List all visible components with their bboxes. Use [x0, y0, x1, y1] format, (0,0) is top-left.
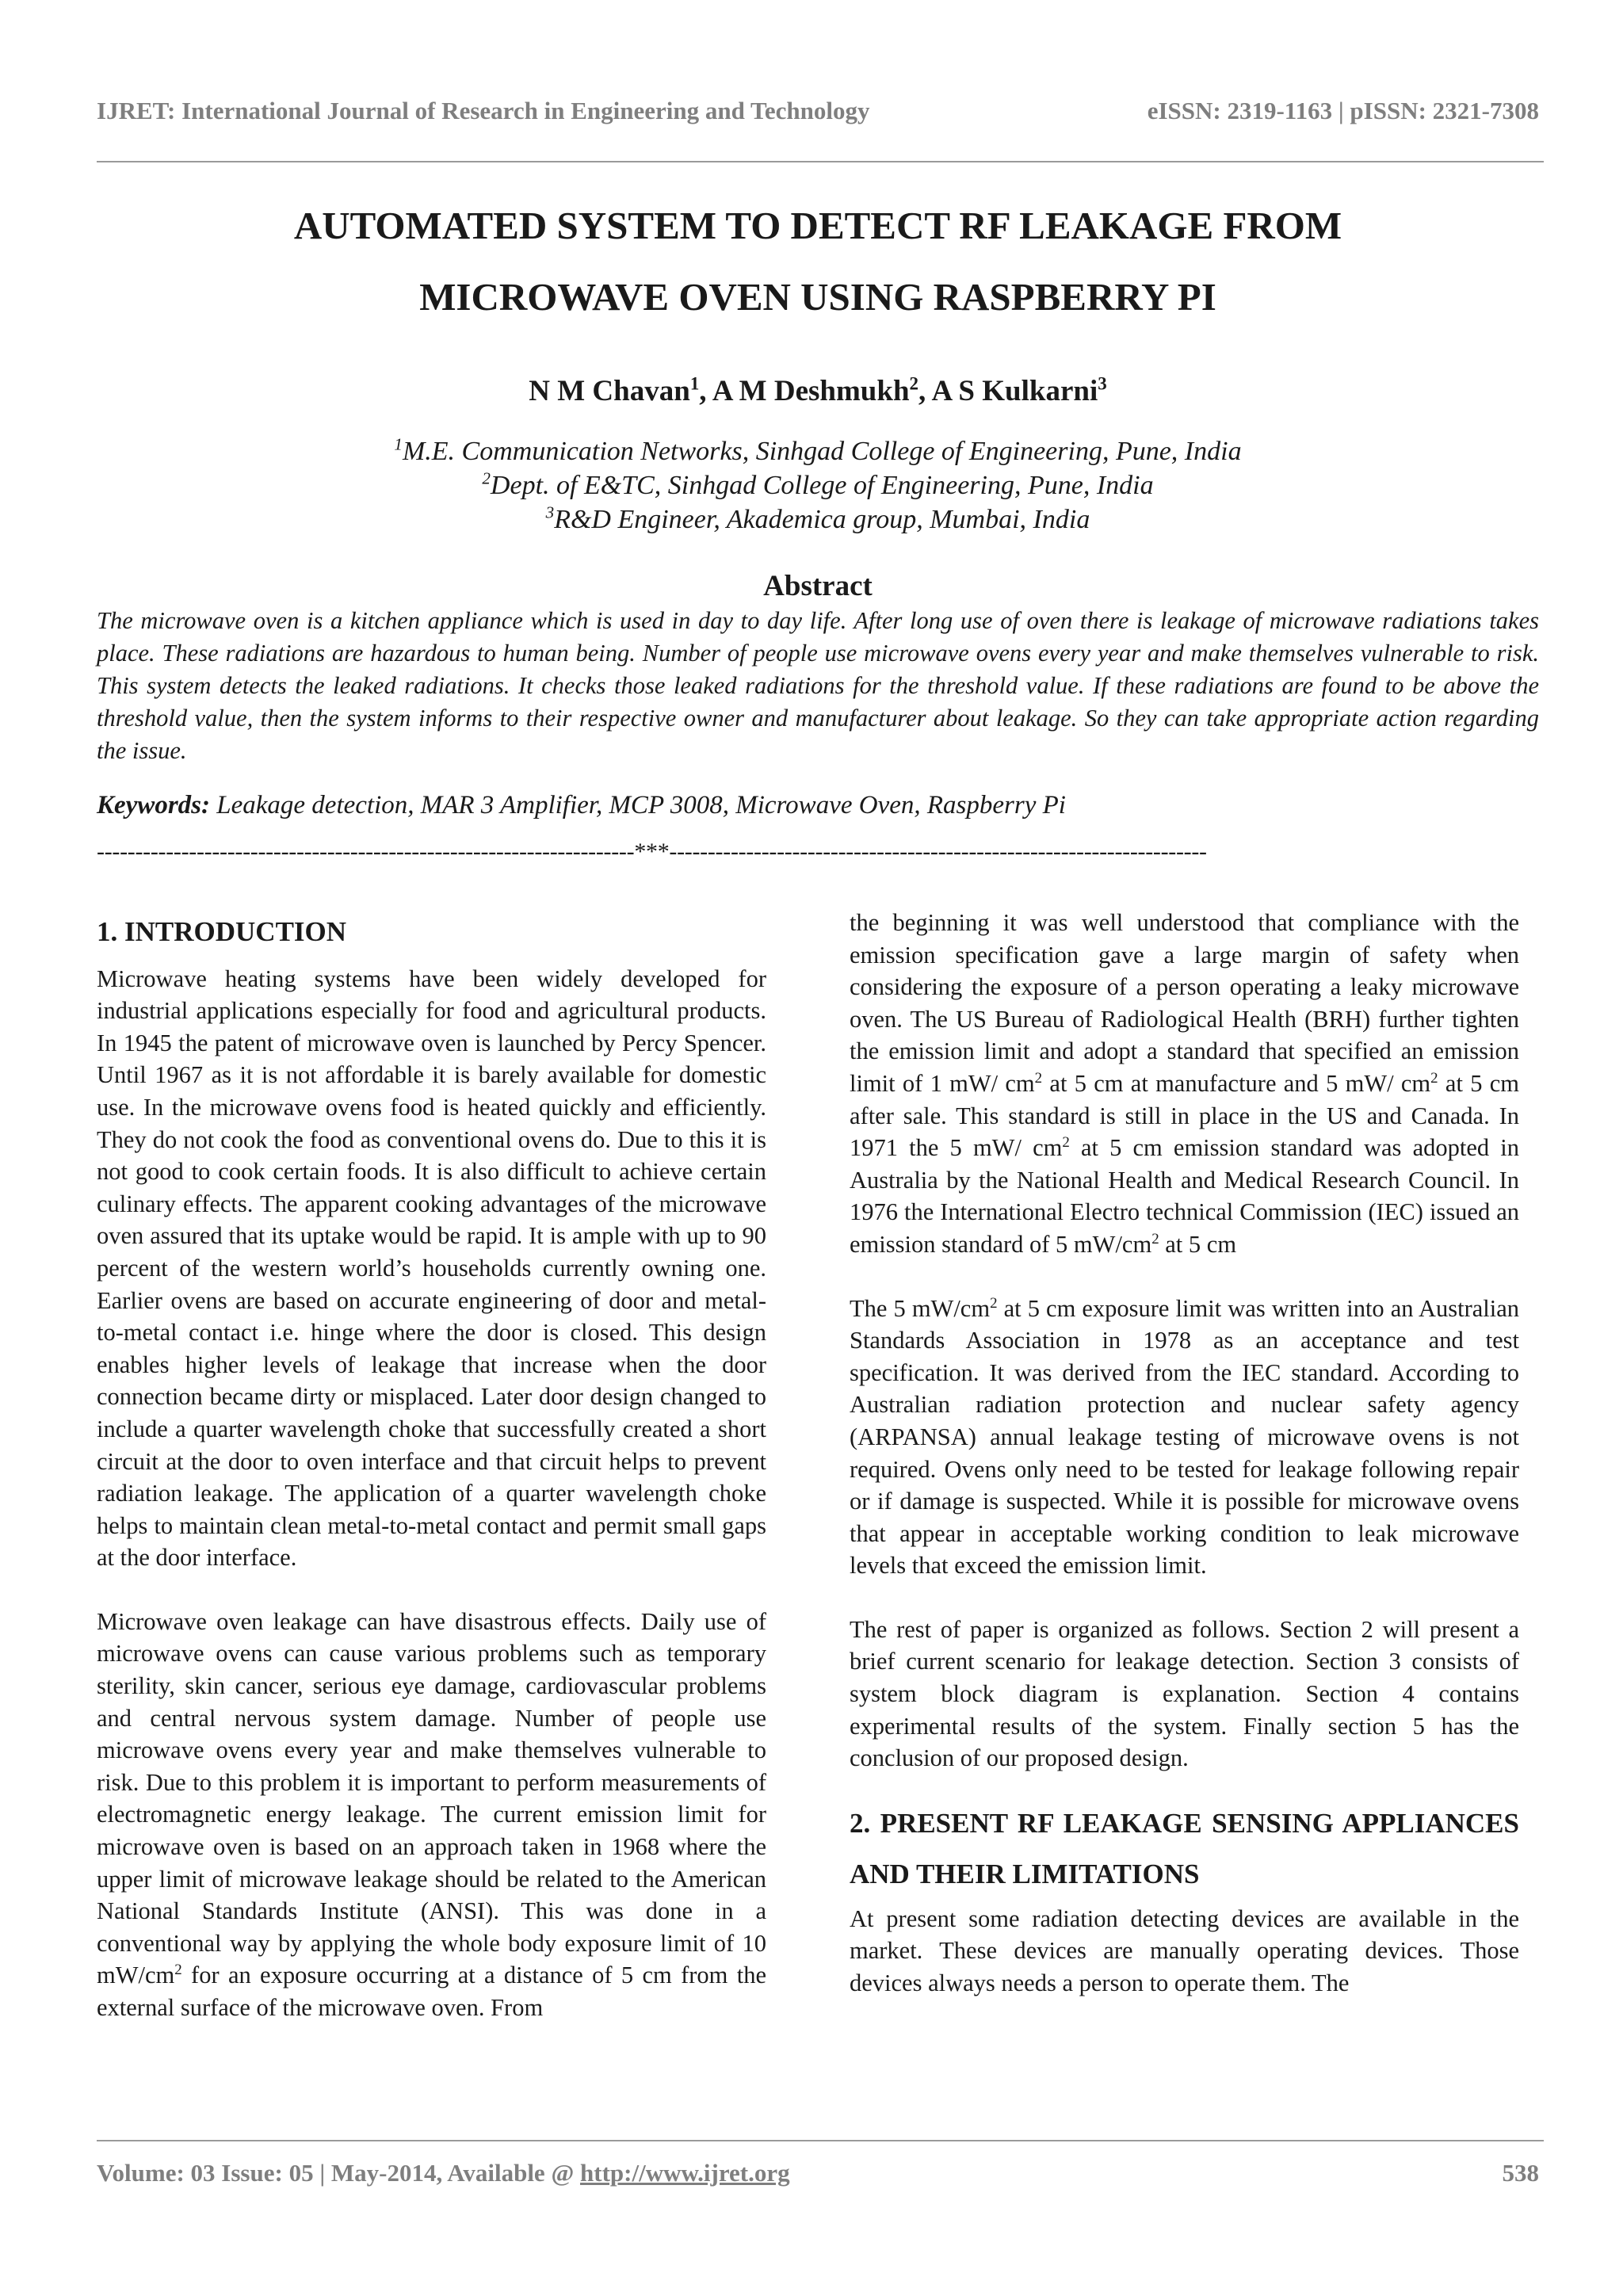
affiliation-2 — [97, 468, 1539, 502]
superscript: 2 — [1430, 1069, 1438, 1087]
journal-name: IJRET: International Journal of Research in Engineering and Technology — [97, 97, 870, 124]
section-separator: ----------------------------------------------------------------------***---------------------------------------------------------------------- — [97, 839, 1207, 865]
text-run: at 5 cm emission standard was adopted in Australia by the National Health and Medical Research Council. In 1976 the International Electro technical Commission (IEC) issued an emission standard of 5 mW/cm — [850, 1134, 1519, 1258]
abstract-heading: Abstract — [763, 570, 873, 602]
author-list — [97, 374, 1539, 408]
affiliation-sup: 3 — [545, 502, 555, 522]
author-2-sup: 2 — [909, 373, 918, 394]
section-1-heading: 1. INTRODUCTION — [97, 916, 347, 947]
text-run: at 5 cm after sale. This standard is still in place in the US and Canada. In 1971 the 5 mW/ cm — [850, 1069, 1519, 1162]
superscript: 2 — [1034, 1069, 1043, 1087]
intro-paragraph-5: The rest of paper is organized as follows. Section 2 will present a brief current scenario for leakage detection. Section 3 consists of system block diagram is explanation. Section 4 contains experimental results of the system. Finally section 5 has the conclusion of our proposed design. — [850, 1615, 1519, 1772]
journal-link[interactable]: http://www.ijret.org — [580, 2159, 790, 2187]
superscript: 2 — [1062, 1134, 1070, 1151]
right-column — [850, 910, 1519, 2000]
running-footer — [97, 2159, 1539, 2187]
author-1: N M Chavan — [529, 375, 690, 407]
text-run: at 5 cm — [1159, 1230, 1237, 1258]
intro-paragraph-4 — [850, 1293, 1519, 1582]
footer-volume — [97, 2159, 790, 2187]
left-column — [97, 910, 766, 2024]
paper-title — [97, 190, 1539, 333]
author-1-sup: 1 — [689, 373, 700, 394]
superscript: 2 — [990, 1294, 998, 1312]
text-run: for an exposure occurring at a distance of 5 cm from the external surface of the microwave oven. From — [97, 1962, 766, 2021]
issn: eISSN: 2319-1163 | pISSN: 2321-7308 — [1147, 97, 1539, 124]
author-sep: , — [918, 375, 932, 407]
keywords-text: Leakage detection, MAR 3 Amplifier, MCP 3008, Microwave Oven, Raspberry Pi — [210, 791, 1066, 819]
superscript: 2 — [1151, 1230, 1159, 1247]
page-number: 538 — [1502, 2159, 1539, 2187]
keywords-label: Keywords: — [97, 791, 210, 819]
author-2: A M Deshmukh — [712, 375, 910, 407]
author-3-sup: 3 — [1098, 373, 1107, 394]
affiliation-text: M.E. Communication Networks, Sinhgad College of Engineering, Pune, India — [402, 437, 1242, 466]
affiliation-3 — [97, 502, 1539, 537]
header-rule — [97, 161, 1544, 162]
footer-rule — [97, 2140, 1544, 2141]
affiliation-1 — [97, 434, 1539, 468]
affiliation-text: R&D Engineer, Akademica group, Mumbai, India — [554, 505, 1090, 534]
author-sep: , — [699, 375, 712, 407]
section-2-paragraph-1: At present some radiation detecting devices are available in the market. These devices are manually operating devices. Those devices always needs a person to operate them. The — [850, 1904, 1519, 1997]
intro-paragraph-3 — [850, 907, 1519, 1261]
running-header — [97, 97, 1539, 125]
section-2-heading: 2. PRESENT RF LEAKAGE SENSING APPLIANCES AND THEIR LIMITATIONS — [850, 1807, 1519, 1889]
affiliations — [97, 434, 1539, 537]
text-run: at 5 cm at manufacture and 5 mW/ cm — [1042, 1069, 1431, 1097]
intro-paragraph-2 — [97, 1606, 766, 2024]
text-run: The 5 mW/cm — [850, 1294, 991, 1322]
keywords — [97, 791, 1539, 820]
title-line-2: MICROWAVE OVEN USING RASPBERRY PI — [419, 275, 1216, 319]
text-run: at 5 cm exposure limit was written into an Australian Standards Association in 1978 as an acceptance and test specification. It was derived from the IEC standard. According to Australian radiation protection and nuclear safety agency (ARPANSA) annual leakage testing of microwave ovens is not required. Ovens only need to be tested for leakage following repair or if damage is suspected. While it is possible for microwave ovens that appear in acceptable working condition to leak microwave levels that exceed the emission limit. — [850, 1294, 1519, 1580]
author-3: A S Kulkarni — [931, 375, 1098, 407]
title-line-1: AUTOMATED SYSTEM TO DETECT RF LEAKAGE FROM — [293, 204, 1342, 247]
affiliation-text: Dept. of E&TC, Sinhgad College of Engineering, Pune, India — [490, 471, 1154, 500]
affiliation-sup: 2 — [482, 468, 491, 488]
superscript: 2 — [174, 1962, 182, 1979]
text-run: Microwave oven leakage can have disastrous effects. Daily use of microwave ovens can cause various problems such as temporary sterility, skin cancer, serious eye damage, cardiovascular problems and central nervous system damage. Number of people use microwave ovens every year and make themselves vulnerable to risk. Due to this problem it is important to perform measurements of electromagnetic energy leakage. The current emission limit for microwave oven is based on an approach taken in 1968 where the upper limit of microwave leakage should be related to the American National Standards Institute (ANSI). This was done in a conventional way by applying the whole body exposure limit of 10 mW/cm — [97, 1607, 766, 1989]
affiliation-sup: 1 — [394, 434, 403, 454]
volume-text: Volume: 03 Issue: 05 | May-2014, Available @ — [97, 2159, 581, 2187]
intro-paragraph-1: Microwave heating systems have been widely developed for industrial applications especially for food and agricultural products. In 1945 the patent of microwave oven is launched by Percy Spencer. Until 1967 as it is not affordable it is barely available for domestic use. In the microwave ovens food is heated quickly and efficiently. They do not cook the food as conventional ovens do. Due to this it is not good to cook certain foods. It is also difficult to achieve certain culinary effects. The apparent cooking advantages of the microwave oven assured that its uptake would be rapid. It is ample with up to 90 percent of the western world’s households currently owning one. Earlier ovens are based on accurate engineering of door and metal-to-metal contact i.e. hinge where the door is closed. This design enables higher levels of leakage that increase when the door connection became dirty or misplaced. Later door design changed to include a quarter wavelength choke that successfully created a short circuit at the door to oven interface and that circuit helps to prevent radiation leakage. The application of a quarter wavelength choke helps to maintain clean metal-to-metal contact and permit small gaps at the door interface. — [97, 965, 766, 1572]
text-run: the beginning it was well understood that compliance with the emission specification gave a large margin of safety when considering the exposure of a person operating a leaky microwave oven. The US Bureau of Radiological Health (BRH) further tighten the emission limit and adopt a standard that specified an emission limit of 1 mW/ cm — [850, 909, 1519, 1097]
abstract-text: The microwave oven is a kitchen appliance which is used in day to day life. After long use of oven there is leakage of microwave radiations takes place. These radiations are hazardous to human being. Number of people use microwave ovens every year and make themselves vulnerable to risk. This system detects the leaked radiations. It checks those leaked radiations for the threshold value. If these radiations are found to be above the threshold value, then the system informs to their respective owner and manufacturer about leakage. So they can take appropriate action regarding the issue. — [97, 607, 1539, 764]
